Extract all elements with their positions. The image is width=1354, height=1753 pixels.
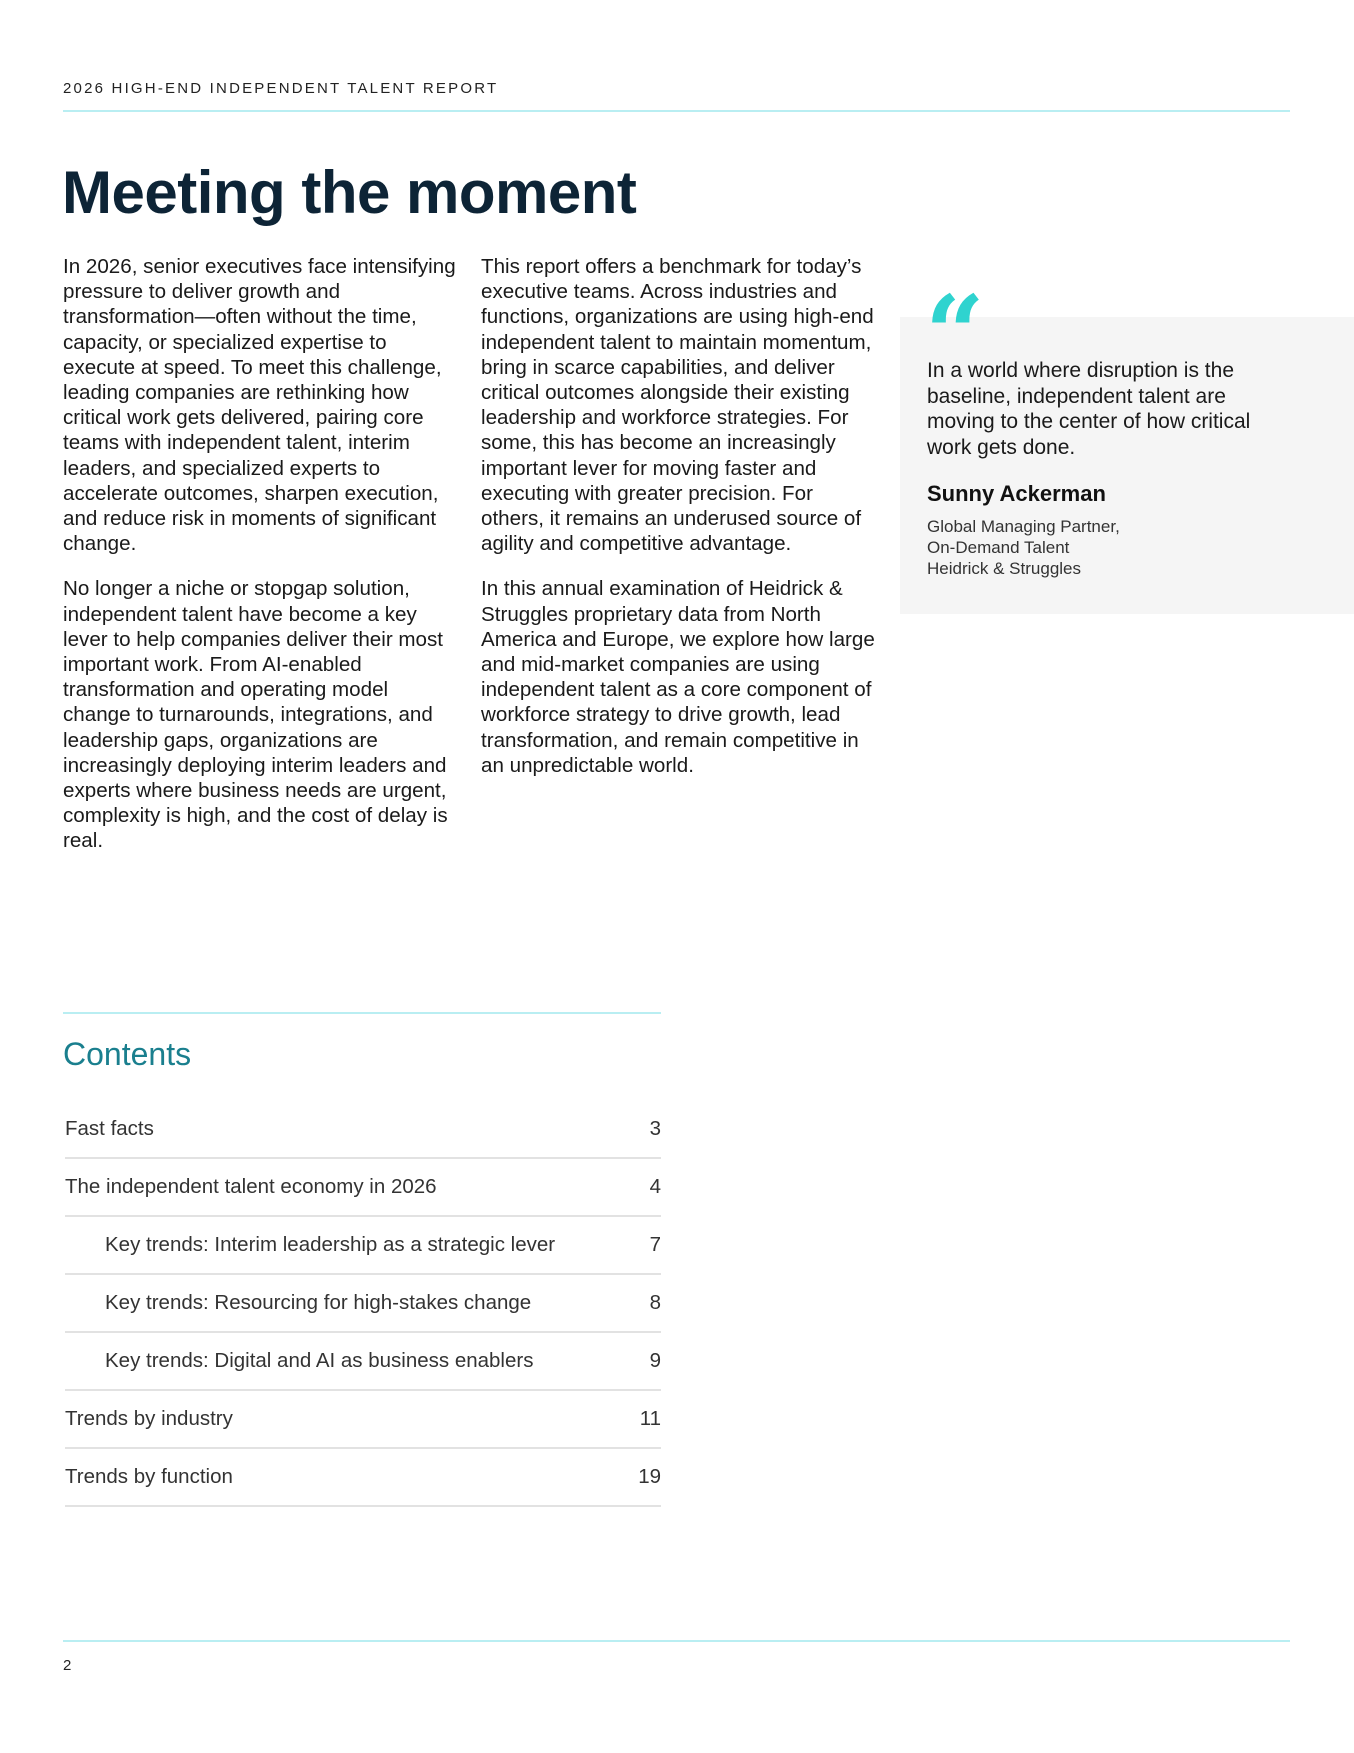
toc-item[interactable]	[65, 1101, 661, 1159]
table-of-contents	[65, 1101, 661, 1507]
toc-item-title: Trends by industry	[65, 1407, 233, 1430]
body-paragraph: In this annual examination of Heidrick & Struggles proprietary data from North America and Europe, we explore how large and mid-market companies are using independent talent as a core component of workforce strategy to drive growth, lead transformation, and remain competitive in an unpredictable world.	[481, 577, 875, 777]
toc-subitem[interactable]	[65, 1217, 661, 1275]
quote-role-line: Heidrick & Struggles	[927, 559, 1082, 578]
toc-item-page: 4	[649, 1175, 661, 1198]
quote-role-line: Global Managing Partner,	[927, 517, 1120, 536]
quote-author-role	[927, 516, 1120, 579]
toc-item-page: 11	[639, 1407, 661, 1430]
report-header-label: 2026 HIGH-END INDEPENDENT TALENT REPORT	[63, 80, 499, 97]
toc-item-title: The independent talent economy in 2026	[65, 1175, 437, 1198]
quotation-mark-icon: “	[925, 272, 985, 395]
toc-item-title: Key trends: Digital and AI as business enablers	[105, 1349, 534, 1372]
body-column-left	[63, 254, 458, 874]
toc-item-page: 19	[638, 1465, 661, 1488]
toc-item-title: Key trends: Resourcing for high-stakes change	[105, 1291, 532, 1314]
pull-quote-text: In a world where disruption is the baseline, independent talent are moving to the center of how critical work gets done.	[927, 359, 1251, 459]
body-column-middle	[481, 254, 876, 798]
quote-role-line: On-Demand Talent	[927, 538, 1070, 557]
toc-item-page: 9	[649, 1349, 661, 1372]
contents-divider	[63, 1012, 661, 1014]
page-number: 2	[63, 1657, 72, 1674]
toc-subitem[interactable]	[65, 1275, 661, 1333]
toc-item-page: 7	[649, 1233, 661, 1256]
toc-item-title: Trends by function	[65, 1465, 233, 1488]
quote-author-name: Sunny Ackerman	[927, 481, 1106, 506]
toc-item-page: 3	[649, 1117, 661, 1140]
toc-subitem[interactable]	[65, 1333, 661, 1391]
body-paragraph: In 2026, senior executives face intensifying pressure to deliver growth and transformation—often without the time, capacity, or specialized expertise to execute at speed. To meet this challenge, leading companies are rethinking how critical work gets delivered, pairing core teams with independent talent, interim leaders, and specialized experts to accelerate outcomes, sharpen execution, and reduce risk in moments of significant change.	[63, 255, 456, 556]
body-paragraph: No longer a niche or stopgap solution, independent talent have become a key lever to help companies deliver their most important work. From AI-enabled transformation and operating model change to turnarounds, integrations, and leadership gaps, organizations are increasingly deploying interim leaders and experts where business needs are urgent, complexity is high, and the cost of delay is real.	[63, 577, 448, 853]
toc-item[interactable]	[65, 1159, 661, 1217]
header-divider	[63, 110, 1290, 112]
toc-item-title: Fast facts	[65, 1117, 154, 1140]
body-paragraph: This report offers a benchmark for today’s executive teams. Across industries and functions, organizations are using high-end independent talent to maintain momentum, bring in scarce capabilities, and deliver critical outcomes alongside their existing leadership and workforce strategies. For some, this has become an increasingly important lever for moving faster and executing with greater precision. For others, it remains an underused source of agility and competitive advantage.	[481, 255, 874, 556]
page-title: Meeting the moment	[62, 159, 637, 226]
toc-item[interactable]	[65, 1449, 661, 1507]
footer-divider	[63, 1640, 1290, 1642]
toc-item-page: 8	[649, 1291, 661, 1314]
toc-item-title: Key trends: Interim leadership as a strategic lever	[105, 1233, 556, 1256]
toc-item[interactable]	[65, 1391, 661, 1449]
contents-heading: Contents	[63, 1036, 192, 1072]
